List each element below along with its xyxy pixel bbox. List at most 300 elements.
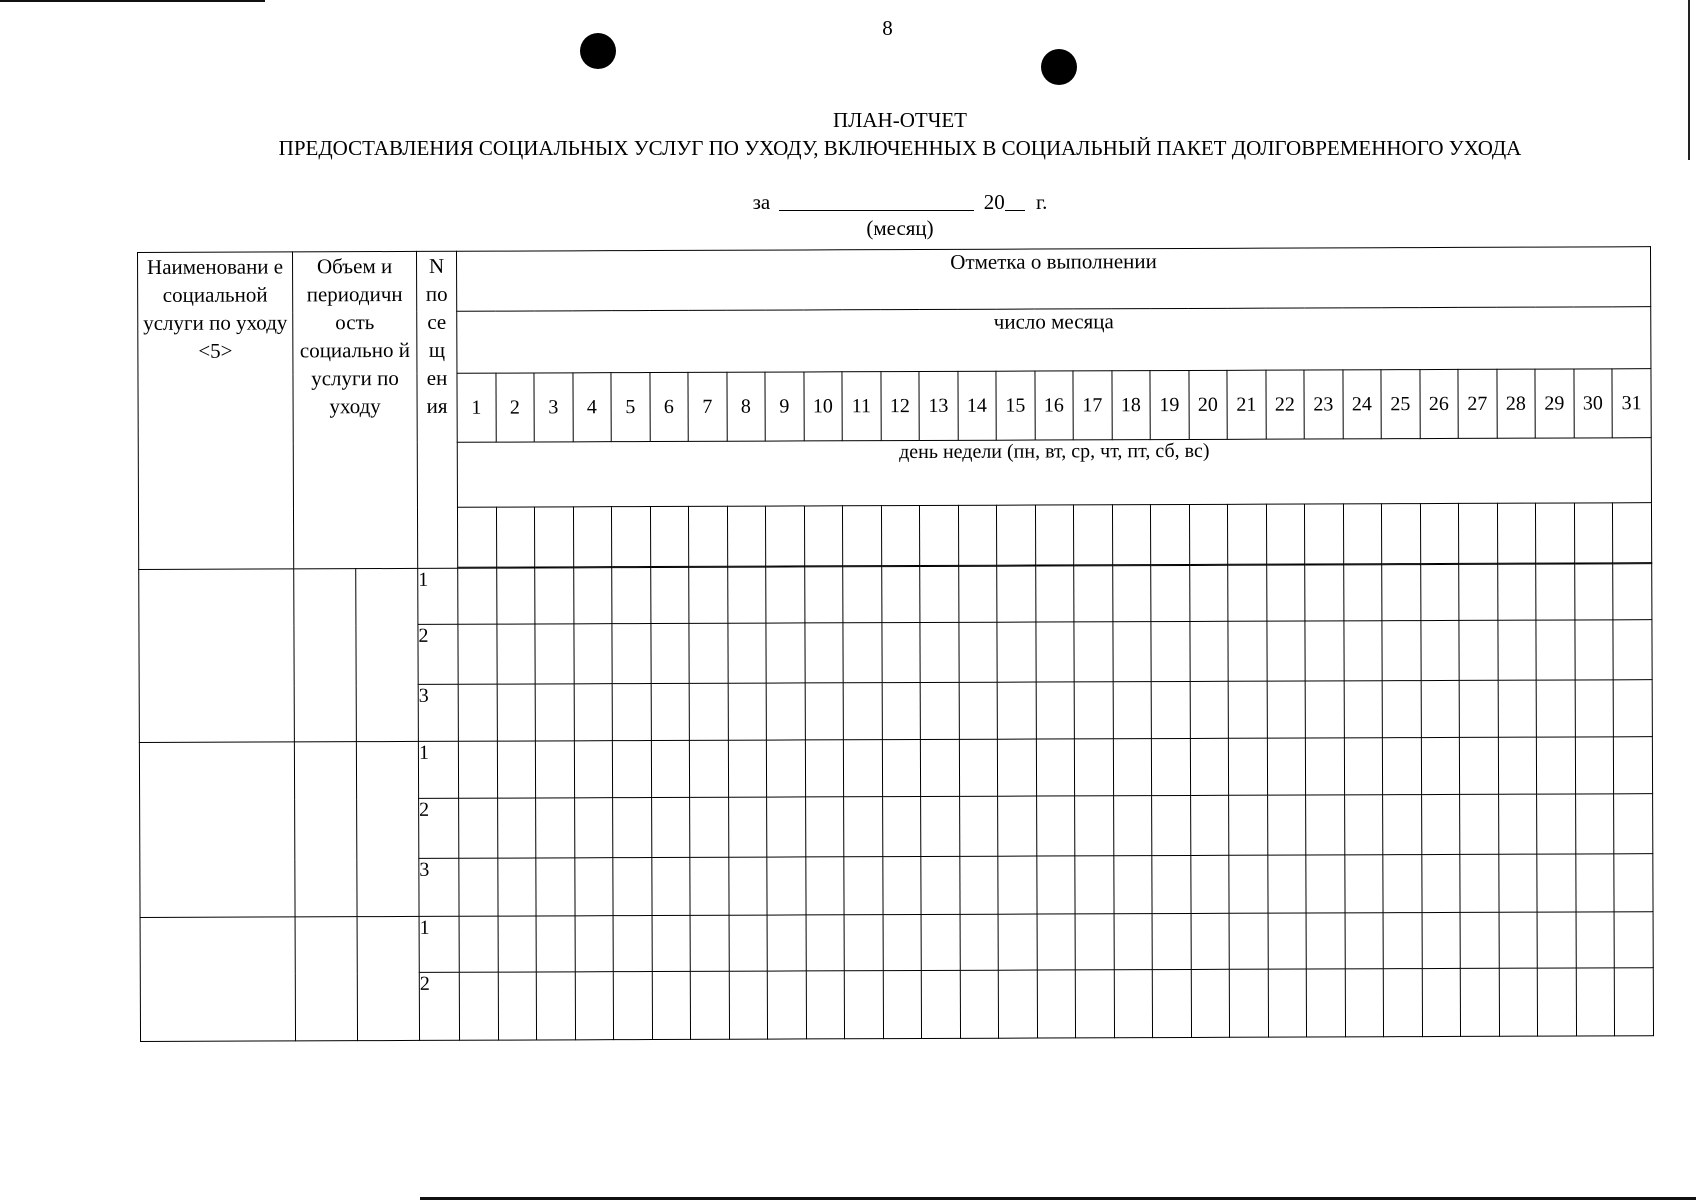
day-mark-cell[interactable] (729, 915, 768, 971)
day-mark-cell[interactable] (960, 914, 999, 970)
day-mark-cell[interactable] (960, 970, 999, 1038)
day-mark-cell[interactable] (1498, 854, 1537, 912)
day-mark-cell[interactable] (1576, 912, 1615, 968)
day-mark-cell[interactable] (1537, 912, 1576, 968)
day-mark-cell[interactable] (920, 622, 959, 682)
day-mark-cell[interactable] (1536, 620, 1575, 680)
day-mark-cell[interactable] (843, 623, 882, 683)
day-mark-cell[interactable] (882, 856, 921, 914)
day-mark-cell[interactable] (844, 797, 883, 857)
weekday-input-cell[interactable] (1189, 504, 1228, 564)
day-mark-cell[interactable] (1575, 854, 1614, 912)
day-mark-cell[interactable] (1343, 565, 1382, 621)
day-mark-cell[interactable] (1420, 564, 1459, 620)
day-mark-cell[interactable] (1151, 681, 1190, 738)
day-mark-cell[interactable] (1498, 737, 1537, 794)
weekday-input-cell[interactable] (688, 506, 727, 566)
day-mark-cell[interactable] (650, 567, 689, 623)
day-mark-cell[interactable] (1228, 621, 1267, 681)
day-mark-cell[interactable] (881, 622, 920, 682)
visit-number-cell: 1 (418, 568, 458, 624)
day-mark-cell[interactable] (1266, 621, 1305, 681)
day-mark-cell[interactable] (1383, 855, 1422, 913)
day-mark-cell[interactable] (1574, 620, 1613, 680)
weekday-input-cell[interactable] (765, 506, 804, 566)
day-mark-cell[interactable] (1497, 620, 1536, 680)
day-mark-cell[interactable] (459, 972, 498, 1040)
day-mark-cell[interactable] (1613, 737, 1652, 794)
day-mark-cell[interactable] (881, 566, 920, 622)
day-mark-cell[interactable] (612, 684, 651, 741)
service-name-cell[interactable] (139, 569, 295, 743)
day-mark-cell[interactable] (1382, 565, 1421, 621)
weekday-input-cell[interactable] (1227, 504, 1266, 564)
day-mark-cell[interactable] (690, 915, 729, 971)
day-mark-cell[interactable] (766, 740, 805, 797)
day-mark-cell[interactable] (458, 741, 497, 798)
day-mark-cell[interactable] (959, 739, 998, 796)
day-mark-cell[interactable] (1229, 969, 1268, 1037)
volume-cell[interactable] (294, 569, 357, 742)
day-mark-cell[interactable] (844, 857, 883, 915)
volume-cell[interactable] (295, 917, 357, 1041)
day-mark-cell[interactable] (998, 856, 1037, 914)
day-mark-cell[interactable] (1575, 737, 1614, 794)
day-mark-cell[interactable] (690, 857, 729, 915)
day-mark-cell[interactable] (728, 740, 767, 797)
day-mark-cell[interactable] (1191, 969, 1230, 1037)
day-mark-cell[interactable] (1191, 913, 1230, 969)
weekday-input-cell[interactable] (1612, 503, 1651, 563)
day-mark-cell[interactable] (1151, 738, 1190, 795)
day-mark-cell[interactable] (1305, 738, 1344, 795)
day-mark-cell[interactable] (882, 739, 921, 796)
day-mark-cell[interactable] (1421, 737, 1460, 794)
day-mark-cell[interactable] (1112, 622, 1151, 682)
day-mark-cell[interactable] (1074, 739, 1113, 796)
visit-row (140, 912, 1653, 974)
day-mark-cell[interactable] (843, 683, 882, 740)
day-mark-cell[interactable] (998, 796, 1037, 856)
day-mark-cell[interactable] (497, 798, 536, 858)
day-mark-cell[interactable] (1537, 968, 1576, 1036)
day-mark-cell[interactable] (1345, 913, 1384, 969)
day-mark-cell[interactable] (573, 624, 612, 684)
weekday-input-cell[interactable] (496, 507, 535, 567)
day-mark-cell[interactable] (729, 971, 768, 1039)
day-mark-cell[interactable] (1228, 565, 1267, 621)
day-mark-cell[interactable] (1075, 970, 1114, 1038)
day-mark-cell[interactable] (1576, 968, 1615, 1036)
report-period (0, 188, 1696, 216)
day-mark-cell[interactable] (652, 971, 691, 1039)
day-mark-cell[interactable] (920, 566, 959, 622)
day-mark-cell[interactable] (1614, 854, 1653, 912)
weekday-input-cell[interactable] (1381, 504, 1420, 564)
day-mark-cell[interactable] (536, 972, 575, 1040)
day-mark-cell[interactable] (1306, 913, 1345, 969)
day-mark-cell[interactable] (1306, 795, 1345, 855)
volume-cell[interactable] (294, 742, 357, 917)
day-mark-cell[interactable] (1229, 795, 1268, 855)
weekday-input-cell[interactable] (727, 506, 766, 566)
day-mark-cell[interactable] (767, 971, 806, 1039)
day-mark-cell[interactable] (613, 858, 652, 916)
day-mark-cell[interactable] (1075, 914, 1114, 970)
day-mark-cell[interactable] (728, 797, 767, 857)
day-mark-cell[interactable] (496, 568, 535, 624)
day-mark-cell[interactable] (1151, 565, 1190, 621)
header-service-name: Наименовани е социальной услуги по уходу <5> (138, 252, 294, 570)
day-mark-cell[interactable] (1537, 794, 1576, 854)
day-mark-cell[interactable] (1036, 739, 1075, 796)
day-mark-cell[interactable] (1343, 621, 1382, 681)
day-mark-cell[interactable] (498, 972, 537, 1040)
day-mark-cell[interactable] (1189, 565, 1228, 621)
weekday-input-cell[interactable] (919, 505, 958, 565)
day-mark-cell[interactable] (1035, 566, 1074, 622)
day-mark-cell[interactable] (1614, 968, 1653, 1036)
day-mark-cell[interactable] (613, 916, 652, 972)
day-mark-cell[interactable] (651, 740, 690, 797)
weekday-input-cell[interactable] (1535, 503, 1574, 563)
day-mark-cell[interactable] (1229, 913, 1268, 969)
day-mark-cell[interactable] (497, 858, 536, 916)
day-mark-cell[interactable] (1345, 969, 1384, 1037)
weekday-input-cell[interactable] (1304, 504, 1343, 564)
day-mark-cell[interactable] (1382, 681, 1421, 738)
day-mark-cell[interactable] (1189, 621, 1228, 681)
day-mark-cell[interactable] (959, 796, 998, 856)
day-mark-cell[interactable] (536, 798, 575, 858)
day-mark-cell[interactable] (882, 796, 921, 856)
day-mark-cell[interactable] (883, 914, 922, 970)
period-year-suffix: г. (1035, 190, 1048, 214)
day-mark-cell[interactable] (1536, 564, 1575, 620)
day-mark-cell[interactable] (1190, 681, 1229, 738)
periodicity-cell[interactable] (356, 568, 419, 741)
day-mark-cell[interactable] (535, 624, 574, 684)
day-mark-cell[interactable] (1190, 738, 1229, 795)
day-mark-cell[interactable] (1460, 854, 1499, 912)
day-mark-cell[interactable] (767, 915, 806, 971)
weekday-input-cell[interactable] (842, 506, 881, 566)
day-mark-cell[interactable] (689, 623, 728, 683)
day-mark-cell[interactable] (497, 741, 536, 798)
weekday-input-cell[interactable] (881, 505, 920, 565)
periodicity-cell[interactable] (356, 741, 419, 916)
day-mark-cell[interactable] (1305, 681, 1344, 738)
day-mark-cell[interactable] (1498, 794, 1537, 854)
day-mark-cell[interactable] (1460, 794, 1499, 854)
day-mark-cell[interactable] (535, 568, 574, 624)
day-mark-cell[interactable] (1074, 566, 1113, 622)
day-mark-cell[interactable] (806, 971, 845, 1039)
weekday-input-cell[interactable] (1420, 503, 1459, 563)
day-number-cell: 9 (765, 372, 804, 441)
day-mark-cell[interactable] (612, 624, 651, 684)
day-mark-cell[interactable] (997, 622, 1036, 682)
day-mark-cell[interactable] (727, 567, 766, 623)
weekday-input-cell[interactable] (534, 507, 573, 567)
weekday-input-cell[interactable] (1073, 505, 1112, 565)
period-year-prefix: 20 (983, 190, 1005, 214)
day-mark-cell[interactable] (766, 683, 805, 740)
day-mark-cell[interactable] (1228, 681, 1267, 738)
day-mark-cell[interactable] (1268, 913, 1307, 969)
day-mark-cell[interactable] (496, 624, 535, 684)
day-mark-cell[interactable] (1536, 737, 1575, 794)
day-mark-cell[interactable] (1382, 621, 1421, 681)
day-mark-cell[interactable] (1152, 795, 1191, 855)
weekday-input-cell[interactable] (996, 505, 1035, 565)
day-mark-cell[interactable] (1305, 565, 1344, 621)
service-name-cell[interactable] (140, 917, 295, 1042)
day-mark-cell[interactable] (997, 739, 1036, 796)
day-mark-cell[interactable] (1152, 969, 1191, 1037)
day-mark-cell[interactable] (651, 857, 690, 915)
day-mark-cell[interactable] (1459, 737, 1498, 794)
day-mark-cell[interactable] (574, 741, 613, 798)
weekday-input-cell[interactable] (1266, 504, 1305, 564)
day-mark-cell[interactable] (1112, 566, 1151, 622)
day-mark-cell[interactable] (1151, 621, 1190, 681)
day-number-cell: 3 (534, 373, 573, 442)
title-line-1: ПЛАН-ОТЧЕТ (832, 108, 968, 132)
day-mark-cell[interactable] (1036, 796, 1075, 856)
day-mark-cell[interactable] (651, 797, 690, 857)
weekday-input-cell[interactable] (804, 506, 843, 566)
day-mark-cell[interactable] (1614, 912, 1653, 968)
day-mark-cell[interactable] (1574, 564, 1613, 620)
day-mark-cell[interactable] (573, 568, 612, 624)
day-mark-cell[interactable] (458, 624, 497, 684)
day-mark-cell[interactable] (1190, 795, 1229, 855)
day-mark-cell[interactable] (959, 682, 998, 739)
day-mark-cell[interactable] (727, 623, 766, 683)
day-mark-cell[interactable] (459, 916, 498, 972)
day-mark-cell[interactable] (535, 741, 574, 798)
day-mark-cell[interactable] (1575, 794, 1614, 854)
day-mark-cell[interactable] (959, 856, 998, 914)
day-mark-cell[interactable] (1113, 739, 1152, 796)
day-mark-cell[interactable] (1306, 969, 1345, 1037)
day-mark-cell[interactable] (1267, 855, 1306, 913)
day-mark-cell[interactable] (921, 970, 960, 1038)
day-mark-cell[interactable] (1074, 682, 1113, 739)
day-mark-cell[interactable] (921, 796, 960, 856)
day-mark-cell[interactable] (497, 684, 536, 741)
day-mark-cell[interactable] (920, 739, 959, 796)
day-mark-cell[interactable] (1190, 855, 1229, 913)
day-mark-cell[interactable] (728, 683, 767, 740)
day-mark-cell[interactable] (1421, 680, 1460, 737)
day-mark-cell[interactable] (650, 623, 689, 683)
day-number-cell: 6 (649, 372, 688, 441)
day-mark-cell[interactable] (728, 857, 767, 915)
day-mark-cell[interactable] (1266, 565, 1305, 621)
day-mark-cell[interactable] (574, 684, 613, 741)
day-mark-cell[interactable] (1074, 622, 1113, 682)
day-mark-cell[interactable] (1383, 795, 1422, 855)
day-mark-cell[interactable] (1228, 738, 1267, 795)
weekday-input-cell[interactable] (611, 507, 650, 567)
day-mark-cell[interactable] (1613, 680, 1652, 737)
day-mark-cell[interactable] (1537, 854, 1576, 912)
day-mark-cell[interactable] (689, 683, 728, 740)
day-mark-cell[interactable] (958, 622, 997, 682)
day-mark-cell[interactable] (1613, 564, 1652, 620)
weekday-input-cell[interactable] (1150, 504, 1189, 564)
day-mark-cell[interactable] (1421, 794, 1460, 854)
day-mark-cell[interactable] (1035, 622, 1074, 682)
weekday-input-cell[interactable] (1112, 505, 1151, 565)
day-mark-cell[interactable] (1536, 680, 1575, 737)
day-mark-cell[interactable] (1344, 855, 1383, 913)
day-mark-cell[interactable] (998, 970, 1037, 1038)
day-mark-cell[interactable] (883, 970, 922, 1038)
day-mark-cell[interactable] (1422, 968, 1461, 1036)
day-mark-cell[interactable] (1460, 912, 1499, 968)
periodicity-cell[interactable] (357, 916, 419, 1040)
day-mark-cell[interactable] (1613, 620, 1652, 680)
day-mark-cell[interactable] (498, 916, 537, 972)
day-mark-cell[interactable] (843, 567, 882, 623)
day-mark-cell[interactable] (1229, 855, 1268, 913)
day-mark-cell[interactable] (1113, 682, 1152, 739)
day-mark-cell[interactable] (1267, 681, 1306, 738)
day-mark-cell[interactable] (536, 858, 575, 916)
day-mark-cell[interactable] (805, 797, 844, 857)
day-mark-cell[interactable] (1152, 855, 1191, 913)
day-mark-cell[interactable] (767, 857, 806, 915)
day-mark-cell[interactable] (1344, 795, 1383, 855)
day-mark-cell[interactable] (1459, 620, 1498, 680)
day-mark-cell[interactable] (613, 972, 652, 1040)
day-mark-cell[interactable] (997, 566, 1036, 622)
day-mark-cell[interactable] (459, 858, 498, 916)
day-mark-cell[interactable] (1305, 621, 1344, 681)
day-mark-cell[interactable] (613, 798, 652, 858)
weekday-input-cell[interactable] (958, 505, 997, 565)
day-mark-cell[interactable] (535, 684, 574, 741)
weekday-input-cell[interactable] (573, 507, 612, 567)
weekday-input-cell[interactable] (1343, 504, 1382, 564)
day-mark-cell[interactable] (804, 567, 843, 623)
day-mark-cell[interactable] (575, 972, 614, 1040)
day-mark-cell[interactable] (690, 971, 729, 1039)
day-mark-cell[interactable] (921, 856, 960, 914)
day-mark-cell[interactable] (882, 682, 921, 739)
day-mark-cell[interactable] (1422, 912, 1461, 968)
day-mark-cell[interactable] (1383, 913, 1422, 969)
day-mark-cell[interactable] (612, 568, 651, 624)
day-mark-cell[interactable] (805, 740, 844, 797)
day-mark-cell[interactable] (1459, 680, 1498, 737)
day-mark-cell[interactable] (998, 914, 1037, 970)
day-mark-cell[interactable] (804, 623, 843, 683)
day-mark-cell[interactable] (652, 915, 691, 971)
day-number-cell: 23 (1304, 370, 1343, 439)
day-mark-cell[interactable] (921, 914, 960, 970)
weekday-input-cell[interactable] (650, 506, 689, 566)
day-mark-cell[interactable] (1267, 795, 1306, 855)
day-mark-cell[interactable] (958, 566, 997, 622)
day-mark-cell[interactable] (1268, 969, 1307, 1037)
day-mark-cell[interactable] (766, 567, 805, 623)
day-mark-cell[interactable] (536, 916, 575, 972)
day-mark-cell[interactable] (689, 740, 728, 797)
day-mark-cell[interactable] (574, 858, 613, 916)
day-mark-cell[interactable] (920, 682, 959, 739)
weekday-input-cell[interactable] (1497, 503, 1536, 563)
day-mark-cell[interactable] (1382, 738, 1421, 795)
day-mark-cell[interactable] (458, 568, 497, 624)
day-mark-cell[interactable] (612, 741, 651, 798)
day-mark-cell[interactable] (844, 915, 883, 971)
day-mark-cell[interactable] (1152, 913, 1191, 969)
day-mark-cell[interactable] (805, 683, 844, 740)
day-mark-cell[interactable] (844, 971, 883, 1039)
day-mark-cell[interactable] (1267, 738, 1306, 795)
day-mark-cell[interactable] (1614, 794, 1653, 854)
day-mark-cell[interactable] (1460, 968, 1499, 1036)
day-mark-cell[interactable] (1075, 796, 1114, 856)
day-mark-cell[interactable] (1306, 855, 1345, 913)
day-mark-cell[interactable] (1383, 969, 1422, 1037)
day-mark-cell[interactable] (766, 623, 805, 683)
weekday-input-cell[interactable] (1574, 503, 1613, 563)
day-mark-cell[interactable] (1420, 620, 1459, 680)
day-mark-cell[interactable] (1037, 970, 1076, 1038)
day-mark-cell[interactable] (767, 797, 806, 857)
day-mark-cell[interactable] (1075, 856, 1114, 914)
weekday-input-cell[interactable] (1035, 505, 1074, 565)
day-mark-cell[interactable] (1459, 564, 1498, 620)
day-mark-cell[interactable] (1114, 914, 1153, 970)
day-mark-cell[interactable] (651, 683, 690, 740)
day-mark-cell[interactable] (1036, 682, 1075, 739)
day-mark-cell[interactable] (1036, 856, 1075, 914)
day-mark-cell[interactable] (1113, 856, 1152, 914)
day-mark-cell[interactable] (805, 857, 844, 915)
day-mark-cell[interactable] (575, 916, 614, 972)
service-name-cell[interactable] (139, 742, 295, 918)
day-mark-cell[interactable] (1113, 796, 1152, 856)
day-mark-cell[interactable] (574, 798, 613, 858)
day-mark-cell[interactable] (1499, 968, 1538, 1036)
weekday-input-cell[interactable] (1458, 503, 1497, 563)
day-mark-cell[interactable] (458, 684, 497, 741)
day-mark-cell[interactable] (1499, 912, 1538, 968)
day-mark-cell[interactable] (1575, 680, 1614, 737)
day-mark-cell[interactable] (997, 682, 1036, 739)
day-mark-cell[interactable] (1498, 680, 1537, 737)
day-mark-cell[interactable] (1114, 970, 1153, 1038)
day-mark-cell[interactable] (1344, 681, 1383, 738)
day-mark-cell[interactable] (459, 798, 498, 858)
day-number-cell: 26 (1419, 369, 1458, 438)
day-mark-cell[interactable] (1421, 854, 1460, 912)
day-mark-cell[interactable] (843, 740, 882, 797)
day-mark-cell[interactable] (806, 915, 845, 971)
weekday-input-cell[interactable] (457, 507, 496, 567)
day-mark-cell[interactable] (690, 797, 729, 857)
day-mark-cell[interactable] (1344, 738, 1383, 795)
day-mark-cell[interactable] (689, 567, 728, 623)
day-mark-cell[interactable] (1497, 564, 1536, 620)
day-mark-cell[interactable] (1037, 914, 1076, 970)
